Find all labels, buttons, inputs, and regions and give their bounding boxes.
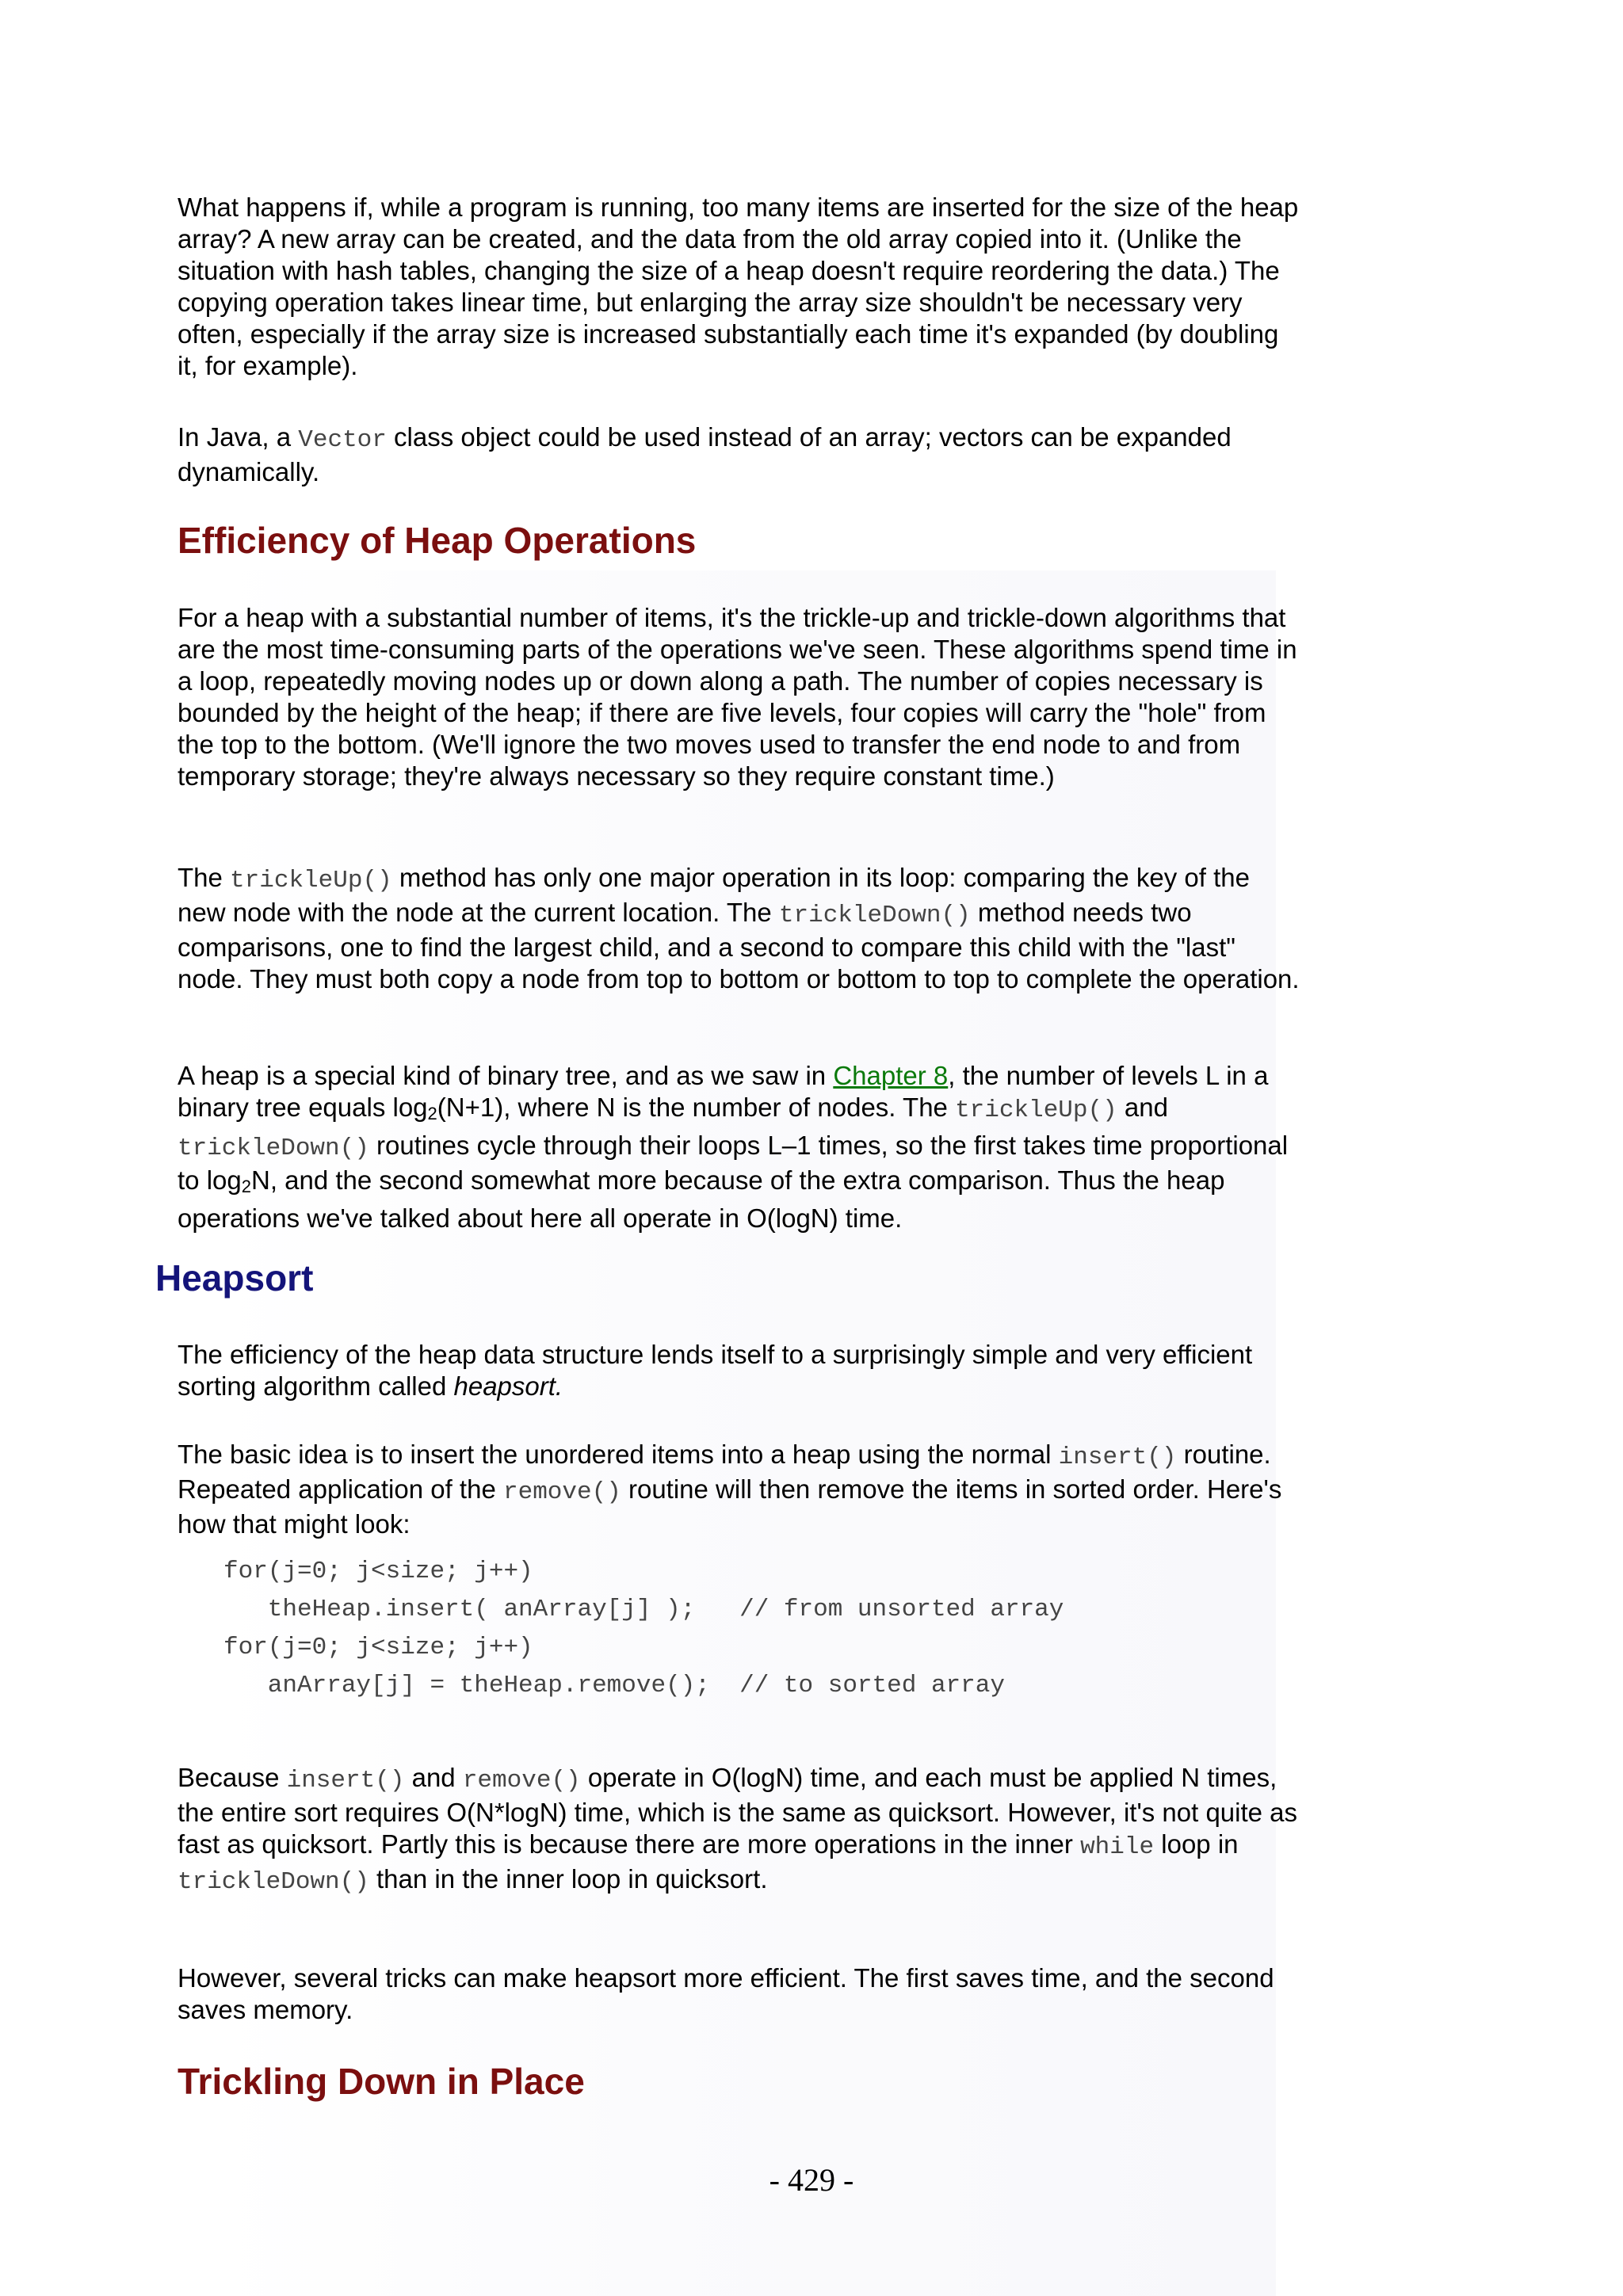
paragraph-basic-idea: The basic idea is to insert the unordered items into a heap using the normal insert() routine. Repeated application of the remove() routine will then remove the items in sorted order. Here's how that might look: (178, 1440, 1282, 1539)
heading-efficiency-of-heap-operations: Efficiency of Heap Operations (178, 520, 697, 561)
inline-code-trickledown: trickleDown() (178, 1135, 369, 1162)
inline-code-insert: insert() (1058, 1444, 1177, 1471)
paragraph-trickleup-method: The trickleUp() method has only one major operation in its loop: comparing the key of the new node with the node at the current location. The trickleDown() method needs two comparisons, one to find the largest child, and a second to compare this child with the "last" node. They must both copy a node from top to bottom or bottom to top to complete the operation. (178, 863, 1300, 994)
paragraph-heapsort-tricks: However, several tricks can make heapsort more efficient. The first saves time, and the second saves memory. (178, 1963, 1274, 2024)
paragraph-heapsort-complexity: Because insert() and remove() operate in O(logN) time, and each must be applied N times, the entire sort requires O(N*logN) time, which is the same as quicksort. However, it's not quite as fast as quicksort. Partly this is because there are more operations in the inner while loop in trickleDown() than in the inner loop in quicksort. (178, 1763, 1298, 1896)
link-chapter-8[interactable]: Chapter 8 (833, 1061, 949, 1090)
page-number: - 429 - (769, 2162, 854, 2198)
heading-trickling-down-in-place: Trickling Down in Place (178, 2061, 585, 2102)
inline-code-vector: Vector (298, 426, 387, 454)
inline-code-remove: remove() (462, 1767, 581, 1794)
inline-code-while: while (1080, 1833, 1155, 1861)
inline-code-trickledown: trickleDown() (778, 902, 971, 929)
heading-heapsort: Heapsort (155, 1257, 314, 1299)
paragraph-heapsort-intro: The efficiency of the heap data structure lends itself to a surprisingly simple and very efficient sorting algorithm called heapsort. (178, 1340, 1253, 1401)
paragraph-trickle-algorithms: For a heap with a substantial number of items, it's the trickle-up and trickle-down algorithms that are the most time-consuming parts of the operations we've seen. These algorithms spend time in a loop, repeatedly moving nodes up or down along a path. The number of copies necessary is bounded by the height of the heap; if there are five levels, four copies will carry the "hole" from the top to the bottom. (We'll ignore the two moves used to transfer the end node to and from temporary storage; they're always necessary so they require constant time.) (178, 603, 1297, 791)
inline-code-trickledown: trickleDown() (178, 1868, 369, 1896)
inline-code-trickleup: trickleUp() (955, 1097, 1117, 1124)
code-block-heapsort: for(j=0; j<size; j++) theHeap.insert( anArray[j] ); // from unsorted array for(j=0; j<size; j++) anArray[j] = theHeap.remove(); // to sorted array (223, 1558, 1064, 1699)
paragraph-java-vector: In Java, a Vector class object could be used instead of an array; vectors can be expanded dynamically. (178, 422, 1232, 486)
inline-code-trickleup: trickleUp() (230, 867, 392, 894)
paragraph-heap-resize: What happens if, while a program is running, too many items are inserted for the size of the heap array? A new array can be created, and the data from the old array copied into it. (Unlike the situation with hash tables, changing the size of a heap doesn't require reordering the data.) The copying operation takes linear time, but enlarging the array size shouldn't be necessary very often, especially if the array size is increased substantially each time it's expanded (by doubling it, for example). (178, 193, 1299, 380)
inline-code-insert: insert() (286, 1767, 405, 1794)
inline-code-remove: remove() (502, 1478, 621, 1506)
paragraph-binary-tree-levels: A heap is a special kind of binary tree, and as we saw in Chapter 8, the number of levels L in a binary tree equals log2(N+1), where N is the number of nodes. The trickleUp() and trickleDown() routines cycle through their loops L–1 times, so the first takes time proportional to log2N, and the second somewhat more because of the extra comparison. Thus the heap operations we've talked about here all operate in O(logN) time. (178, 1061, 1289, 1233)
emphasis-heapsort: heapsort. (453, 1371, 563, 1401)
